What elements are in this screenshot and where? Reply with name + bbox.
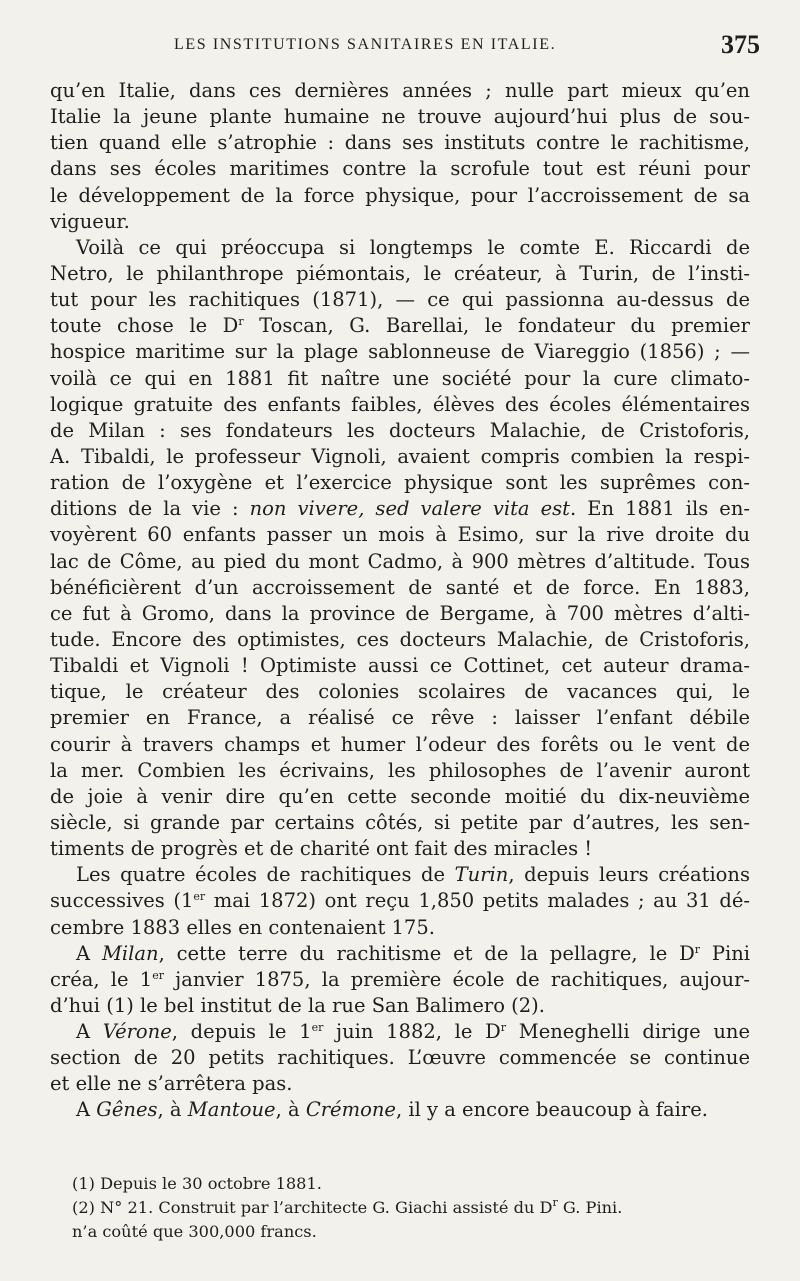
text-line: Les quatre écoles de rachitiques de Turin, depuis leurs créations	[76, 863, 750, 887]
text-line: courir à travers champs et humer l’odeur des forêts ou le vent de	[50, 732, 750, 756]
text-line: créa, le 1er janvier 1875, la première école de rachitiques, aujour-	[50, 967, 750, 991]
text-line: d’hui (1) le bel institut de la rue San Balimero (2).	[50, 993, 545, 1017]
text-line: qu’en Italie, dans ces dernières années ; nulle part mieux qu’en	[50, 79, 750, 102]
text-line: le développement de la force physique, pour l’accroissement de sa	[50, 183, 750, 207]
text-line: lac de Côme, au pied du mont Cadmo, à 900 mètres d’altitude. Tous	[50, 549, 750, 573]
text-line: Italie la jeune plante humaine ne trouve aujourd’hui plus de sou-	[50, 105, 750, 129]
text-line: tique, le créateur des colonies scolaires de vacances qui, le	[50, 680, 750, 704]
text-line: A Vérone, depuis le 1er juin 1882, le $D^r$ Meneghelli dirige une	[76, 1020, 750, 1044]
text-line: A. Tibaldi, le professeur Vignoli, avaient compris combien la respi-	[50, 444, 750, 468]
text-line: siècle, si grande par certains côtés, si petite par d’autres, les sen-	[50, 810, 750, 834]
text-line: voyèrent 60 enfants passer un mois à Esimo, sur la rive droite du	[50, 523, 750, 547]
text-line: cembre 1883 elles en contenaient 175.	[50, 915, 435, 939]
body-text	[50, 78, 750, 1124]
text-line: la mer. Combien les écrivains, les philosophes de l’avenir auront	[50, 758, 750, 782]
text-line: Tibaldi et Vignoli ! Optimiste aussi ce Cottinet, cet auteur drama-	[50, 654, 750, 678]
text-line: de joie à venir dire qu’en cette seconde moitié du dix-neuvième	[50, 784, 750, 808]
text-line: dans ses écoles maritimes contre la scrofule tout est réuni pour	[50, 157, 750, 181]
text-line: voilà ce qui en 1881 fit naître une société pour la cure climato-	[50, 366, 750, 390]
text-line: Voilà ce qui préoccupa si longtemps le comte E. Riccardi de	[76, 235, 750, 259]
text-line: bénéficièrent d’un accroissement de santé et de force. En 1883,	[50, 575, 750, 599]
text-line: tude. Encore des optimistes, ces docteurs Malachie, de Cristoforis,	[50, 627, 750, 651]
text-line: et elle ne s’arrêtera pas.	[50, 1072, 293, 1096]
footnote-line: n’a coûté que 300,000 francs.	[72, 1222, 317, 1241]
footnote-line: (2) N° 21. Construit par l’architecte G. Giachi assisté du $D^r$ G. Pini.	[72, 1196, 623, 1217]
text-line: successives (1er mai 1872) ont reçu 1,850 petits malades ; au 31 dé-	[50, 889, 750, 913]
text-line: timents de progrès et de charité ont fait des miracles !	[50, 837, 593, 861]
text-line: tut pour les rachitiques (1871), — ce qui passionna au-dessus de	[50, 288, 750, 312]
page-header	[50, 30, 760, 70]
text-line: toute chose le $D^r$ Toscan, G. Barellai, le fondateur du premier	[50, 314, 750, 338]
footnote-rule	[76, 1164, 216, 1165]
text-line: A Milan, cette terre du rachitisme et de la pellagre, le $D^r$ Pini	[76, 941, 750, 965]
running-title: LES INSTITUTIONS SANITAIRES EN ITALIE.	[174, 36, 557, 53]
text-line: ditions de la vie : non vivere, sed valere vita est. En 1881 ils en-	[50, 497, 750, 521]
text-line: A Gênes, à Mantoue, à Crémone, il y a encore beaucoup à faire.	[76, 1098, 708, 1122]
text-line: de Milan : ses fondateurs les docteurs Malachie, de Cristoforis,	[50, 418, 750, 442]
text-line: ce fut à Gromo, dans la province de Bergame, à 700 mètres d’alti-	[50, 601, 750, 625]
text-line: vigueur.	[50, 209, 130, 233]
text-line: Netro, le philanthrope piémontais, le créateur, à Turin, de l’insti-	[50, 261, 750, 285]
page-number: 375	[721, 30, 760, 59]
text-line: tien quand elle s’atrophie : dans ses instituts contre le rachitisme,	[50, 131, 750, 155]
text-line: logique gratuite des enfants faibles, élèves des écoles élémentaires	[50, 392, 750, 416]
text-line: hospice maritime sur la plage sablonneuse de Viareggio (1856) ; —	[50, 340, 750, 364]
footnote-line: (1) Depuis le 30 octobre 1881.	[72, 1174, 322, 1193]
text-line: premier en France, a réalisé ce rêve : laisser l’enfant débile	[50, 706, 750, 730]
text-line: ration de l’oxygène et l’exercice physique sont les suprêmes con-	[50, 471, 750, 495]
footnotes	[50, 1172, 750, 1244]
text-line: section de 20 petits rachitiques. L’œuvre commencée se continue	[50, 1046, 750, 1070]
